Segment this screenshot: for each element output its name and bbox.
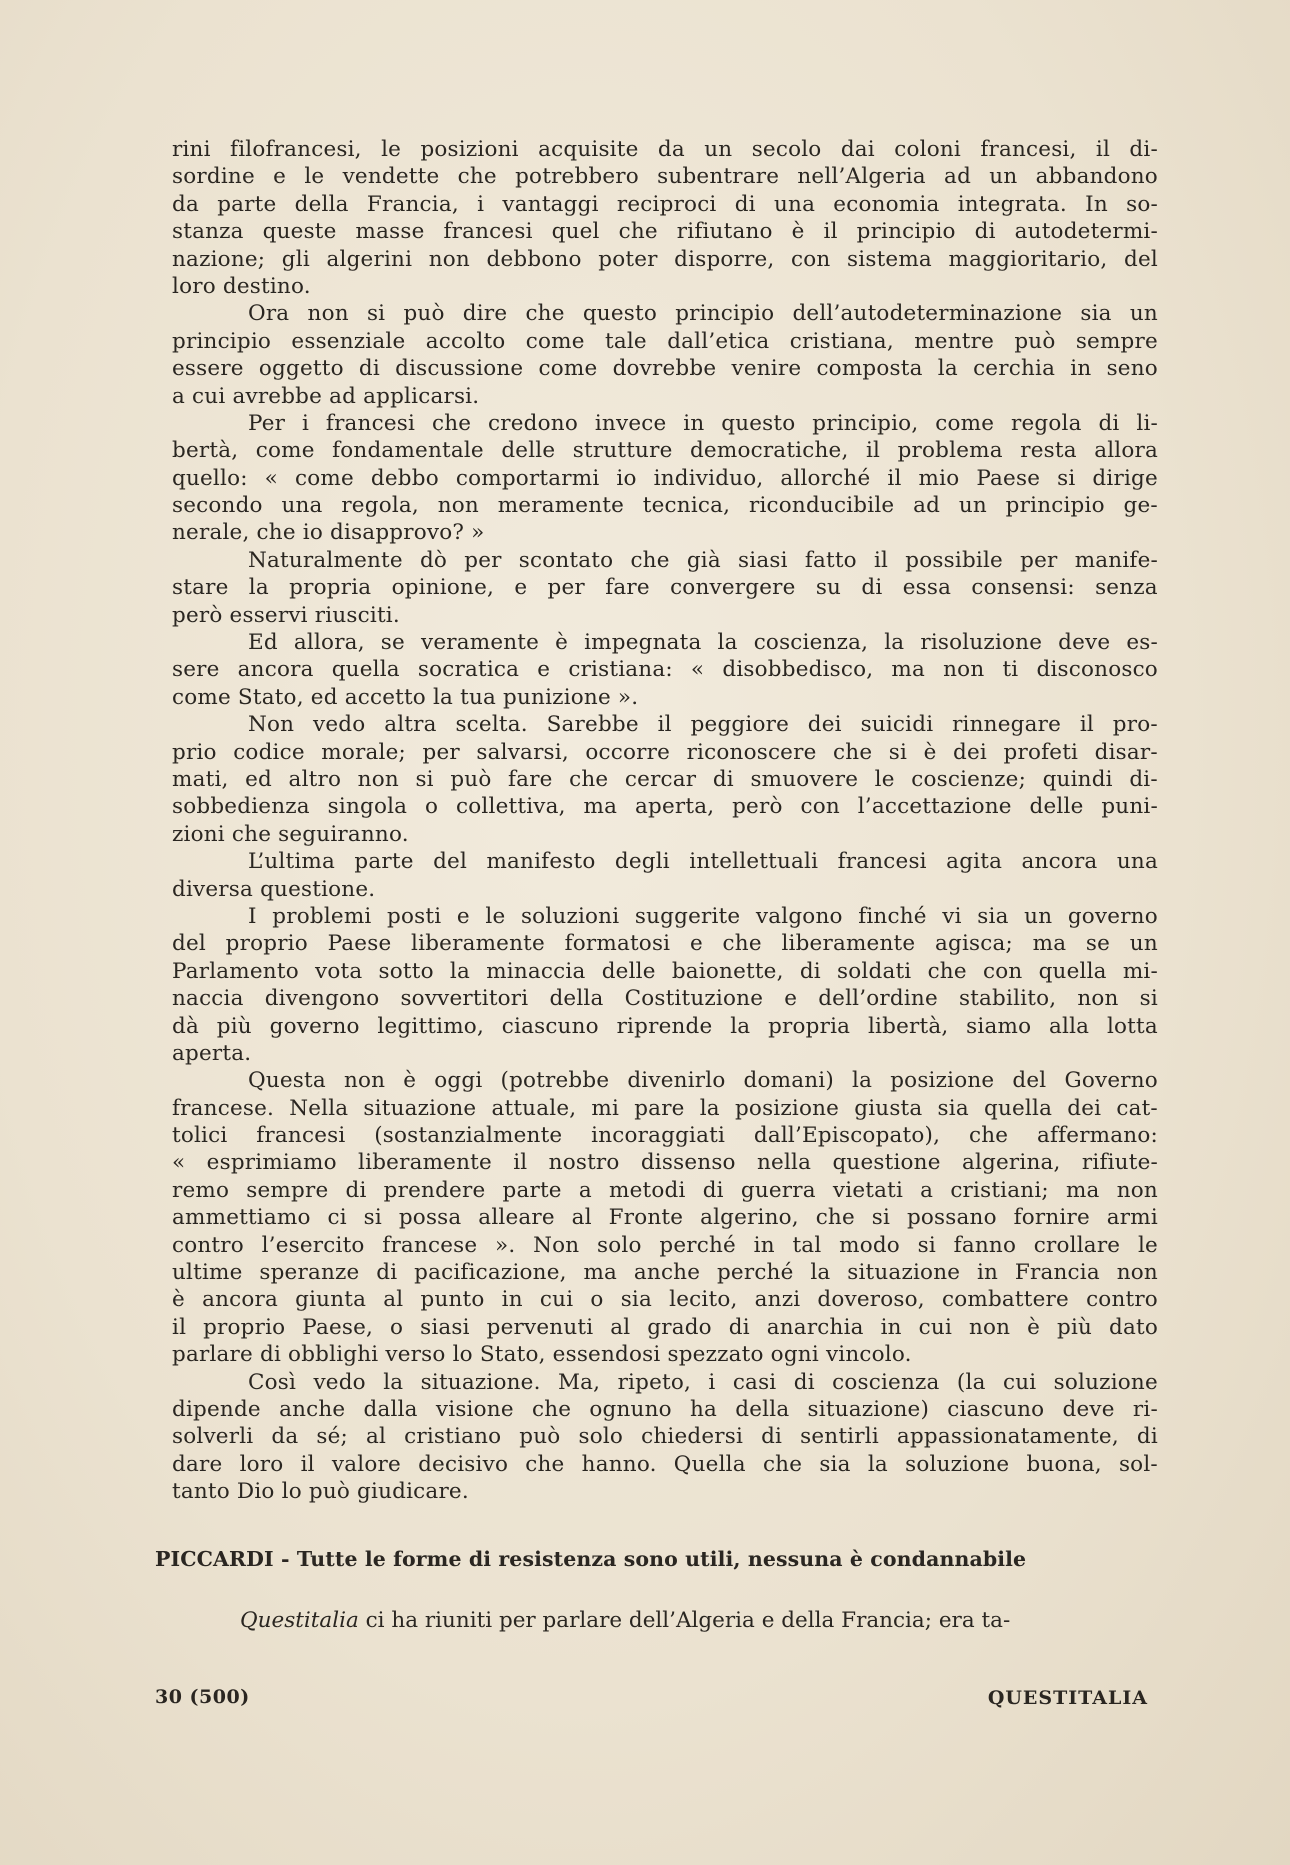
body-line: Ed allora, se veramente è impegnata la coscienza, la risoluzione deve es-: [248, 630, 1158, 656]
section-heading: PICCARDI - Tutte le forme di resistenza sono utili, nessuna è condannabile: [155, 1547, 1027, 1571]
body-line: dà più governo legittimo, ciascuno riprende la propria libertà, siamo alla lotta: [172, 1013, 1158, 1039]
body-line: dipende anche dalla visione che ognuno ha della situazione) ciascuno deve ri-: [172, 1396, 1158, 1422]
journal-title-italic: Questitalia: [240, 1608, 359, 1633]
body-line: Non vedo altra scelta. Sarebbe il peggiore dei suicidi rinnegare il pro-: [248, 712, 1158, 738]
body-line: « esprimiamo liberamente il nostro dissenso nella questione algerina, rifiute-: [172, 1150, 1158, 1176]
body-line: zioni che seguiranno.: [172, 821, 409, 847]
journal-name: QUESTITALIA: [987, 1687, 1148, 1709]
body-line: come Stato, ed accetto la tua punizione ».: [172, 684, 639, 710]
section-first-paragraph: [172, 1607, 1158, 1634]
body-line: ammettiamo ci si possa alleare al Fronte algerino, che si possano fornire armi: [172, 1205, 1158, 1231]
body-line: principio essenziale accolto come tale dall’etica cristiana, mentre può sempre: [172, 328, 1158, 354]
body-line: Naturalmente dò per scontato che già siasi fatto il possibile per manife-: [248, 547, 1158, 573]
body-line: loro destino.: [172, 273, 311, 299]
body-line: ultime speranze di pacificazione, ma anche perché la situazione in Francia non: [172, 1260, 1158, 1286]
body-line: solverli da sé; al cristiano può solo chiedersi di sentirli appassionatamente, di: [172, 1424, 1158, 1450]
body-line: mati, ed altro non si può fare che cercar di smuovere le coscienze; quindi di-: [172, 766, 1158, 792]
body-line: Ora non si può dire che questo principio dell’autodeterminazione sia un: [248, 301, 1158, 327]
body-line: sere ancora quella socratica e cristiana: « disobbedisco, ma non ti disconosco: [172, 657, 1158, 683]
body-line: del proprio Paese liberamente formatosi e che liberamente agisca; ma se un: [172, 931, 1158, 957]
body-line: contro l’esercito francese ». Non solo perché in tal modo si fanno crollare le: [172, 1232, 1158, 1258]
body-line: Per i francesi che credono invece in questo principio, come regola di li-: [248, 410, 1158, 436]
body-line: francese. Nella situazione attuale, mi pare la posizione giusta sia quella dei cat-: [172, 1095, 1158, 1121]
paragraph-line: [172, 1607, 1158, 1634]
body-line: naccia divengono sovvertitori della Costituzione e dell’ordine stabilito, non si: [172, 986, 1158, 1012]
article-body: [172, 136, 1158, 1506]
body-line: sobbedienza singola o collettiva, ma aperta, però con l’accettazione delle puni-: [172, 794, 1158, 820]
body-line: Parlamento vota sotto la minaccia delle baionette, di soldati che con quella mi-: [172, 958, 1158, 984]
paragraph-text: ci ha riuniti per parlare dell’Algeria e della Francia; era ta-: [365, 1608, 1011, 1633]
body-line: stare la propria opinione, e per fare convergere su di essa consensi: senza: [172, 575, 1158, 601]
page-number: 30 (500): [155, 1686, 250, 1708]
body-line: tanto Dio lo può giudicare.: [172, 1479, 469, 1505]
body-line: nazione; gli algerini non debbono poter disporre, con sistema maggioritario, del: [172, 246, 1158, 272]
body-line: Così vedo la situazione. Ma, ripeto, i casi di coscienza (la cui soluzione: [248, 1369, 1158, 1395]
body-line: però esservi riusciti.: [172, 602, 400, 628]
body-line: Questa non è oggi (potrebbe divenirlo domani) la posizione del Governo: [248, 1068, 1158, 1094]
body-line: aperta.: [172, 1040, 252, 1066]
body-line: diversa questione.: [172, 876, 376, 902]
body-line: nerale, che io disapprovo? »: [172, 520, 485, 546]
body-line: parlare di obblighi verso lo Stato, essendosi spezzato ogni vincolo.: [172, 1342, 912, 1368]
body-line: L’ultima parte del manifesto degli intellettuali francesi agita ancora una: [248, 849, 1158, 875]
body-line: rini filofrancesi, le posizioni acquisite da un secolo dai coloni francesi, il di-: [172, 137, 1158, 162]
body-line: tolici francesi (sostanzialmente incoraggiati dall’Episcopato), che affermano:: [172, 1123, 1158, 1149]
body-line: I problemi posti e le soluzioni suggerite valgono finché vi sia un governo: [248, 903, 1158, 929]
body-line: il proprio Paese, o siasi pervenuti al grado di anarchia in cui non è più dato: [172, 1314, 1158, 1340]
body-line: stanza queste masse francesi quel che rifiutano è il principio di autodetermi-: [172, 219, 1158, 245]
body-line: a cui avrebbe ad applicarsi.: [172, 383, 480, 409]
body-line: dare loro il valore decisivo che hanno. Quella che sia la soluzione buona, sol-: [172, 1451, 1158, 1477]
body-line: da parte della Francia, i vantaggi reciproci di una economia integrata. In so-: [172, 191, 1158, 217]
body-line: bertà, come fondamentale delle strutture democratiche, il problema resta allora: [172, 438, 1158, 464]
body-line: è ancora giunta al punto in cui o sia lecito, anzi doveroso, combattere contro: [172, 1287, 1158, 1313]
body-line: quello: « come debbo comportarmi io individuo, allorché il mio Paese si dirige: [172, 465, 1158, 491]
body-line: sordine e le vendette che potrebbero subentrare nell’Algeria ad un abbandono: [172, 164, 1158, 190]
body-line: secondo una regola, non meramente tecnica, riconducibile ad un principio ge-: [172, 493, 1158, 519]
body-line: remo sempre di prendere parte a metodi di guerra vietati a cristiani; ma non: [172, 1177, 1158, 1203]
body-line: essere oggetto di discussione come dovrebbe venire composta la cerchia in seno: [172, 356, 1158, 382]
body-line: prio codice morale; per salvarsi, occorre riconoscere che si è dei profeti disar-: [172, 739, 1158, 765]
